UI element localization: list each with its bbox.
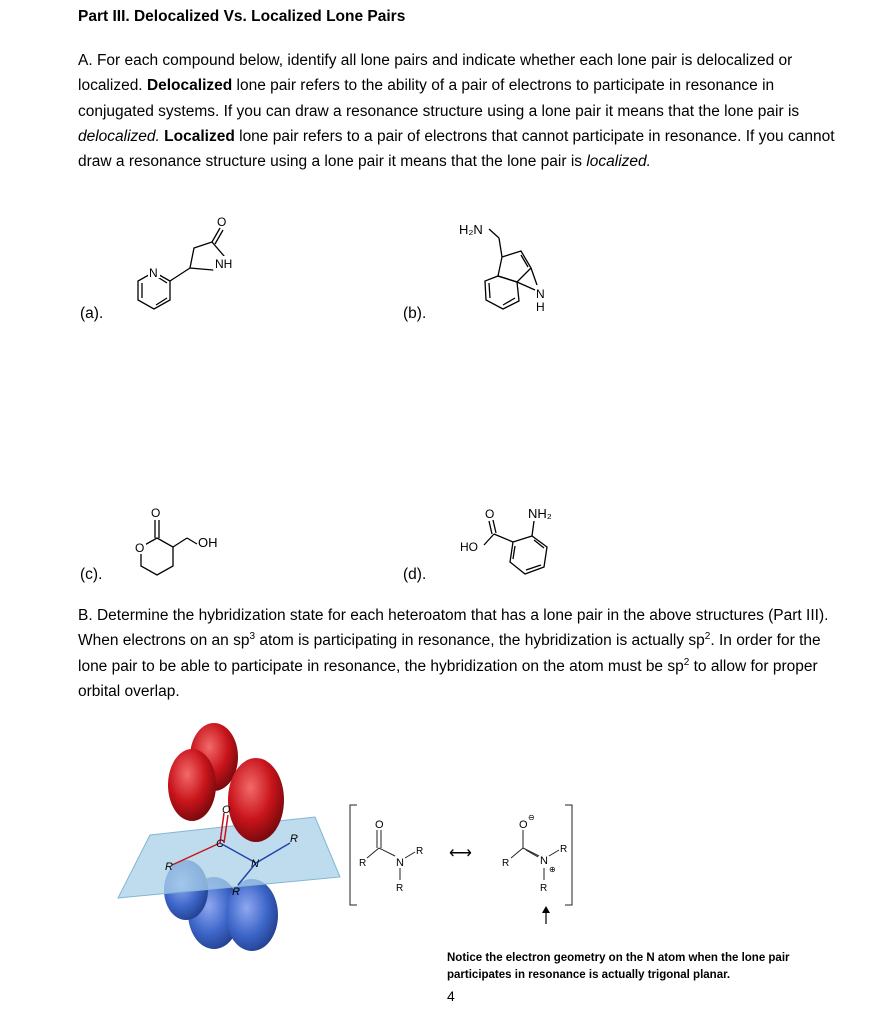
part-a-instructions — [78, 48, 848, 174]
atom-a-o: O — [217, 215, 227, 229]
res-right-r2: R — [560, 844, 568, 855]
atom-d-nh2: NH₂ — [528, 506, 552, 521]
atom-b-n: N — [536, 287, 545, 301]
sup-sp2-b: 2 — [683, 656, 690, 668]
trigonal-planar-note: Notice the electron geometry on the N atom when the lone pair participates in resonance is actually trigonal planar. — [447, 952, 790, 981]
sup-sp2-a: 2 — [704, 631, 711, 643]
resonance-arrow: ⟷ — [449, 845, 472, 862]
page-number: 4 — [447, 988, 455, 1004]
part-b-text-4: to allow for proper orbital overlap. — [78, 657, 818, 700]
localized-definition: lone pair refers to a pair of electrons that cannot participate in resonance. If you cannot draw a resonance structure using a lone pair it means that the lone pair is — [78, 127, 835, 171]
atom-d-ho: HO — [460, 540, 478, 554]
res-left-n: N — [396, 857, 404, 869]
res-left-r2: R — [416, 846, 424, 857]
orbital-atom-r2: R — [290, 833, 298, 845]
localized-term: Localized — [164, 127, 235, 145]
orbital-atom-n: N — [251, 858, 259, 870]
res-left-r3: R — [396, 883, 404, 894]
amide-resonance-figure — [345, 800, 585, 925]
delocalized-italic: delocalized. — [78, 127, 160, 145]
localized-italic: localized. — [586, 153, 651, 171]
res-left-r1: R — [359, 858, 367, 869]
part-b-text-3: . In order for the lone pair to be able to participate in resonance, the hybridization on the atom must be sp — [78, 632, 821, 675]
res-right-o: O — [519, 819, 528, 831]
orbital-atom-r3: R — [232, 886, 240, 898]
part-a-sentence-1: A. For each compound below, identify all lone pairs and indicate whether each lone pair is delocalized or localized. — [78, 52, 793, 95]
atom-a-n-ring: N — [149, 266, 158, 280]
sup-sp3: 3 — [249, 631, 256, 643]
compound-b-label: (b). — [403, 305, 427, 322]
compound-d-label: (d). — [403, 566, 427, 583]
compound-a-structure — [120, 210, 260, 320]
res-left-o: O — [375, 819, 384, 831]
section-title: Part III. Delocalized Vs. Localized Lone Pairs — [78, 8, 406, 25]
delocalized-definition: lone pair refers to the ability of a pair of electrons to participate in resonance in conjugated systems. If you can draw a resonance structure using a lone pair it means that the lone pair is — [78, 77, 800, 120]
part-b-text-1: B. Determine the hybridization state for each heteroatom that has a lone pair in the above structures (Part III). When electrons on an sp — [78, 607, 829, 650]
res-right-r3: R — [540, 883, 548, 894]
atom-a-nh: NH — [215, 257, 233, 271]
atom-c-o-ring: O — [135, 541, 145, 555]
atom-c-o-carbonyl: O — [151, 506, 161, 520]
res-right-n: N — [540, 855, 548, 867]
res-right-r1: R — [502, 858, 510, 869]
p-orbital-figure — [110, 715, 350, 955]
orbital-atom-o: O — [222, 804, 231, 816]
atom-d-o: O — [485, 507, 495, 521]
atom-b-h2n: H₂N — [459, 222, 483, 237]
compound-c-label: (c). — [80, 566, 103, 583]
compound-c-structure — [125, 500, 235, 580]
orbital-atom-r1: R — [165, 861, 173, 873]
res-right-plus: ⊕ — [549, 865, 556, 874]
part-b-text-2: atom is participating in resonance, the hybridization is actually sp — [255, 632, 705, 650]
compound-d-structure — [455, 500, 575, 585]
compound-b-structure — [455, 212, 585, 322]
delocalized-term: Delocalized — [146, 77, 233, 95]
part-b-instructions — [78, 603, 848, 704]
atom-c-oh: OH — [198, 535, 218, 550]
atom-b-h: H — [536, 300, 545, 314]
orbital-atom-c: C — [216, 838, 224, 850]
compound-a-label: (a). — [80, 305, 104, 322]
res-right-minus: ⊖ — [528, 813, 535, 822]
